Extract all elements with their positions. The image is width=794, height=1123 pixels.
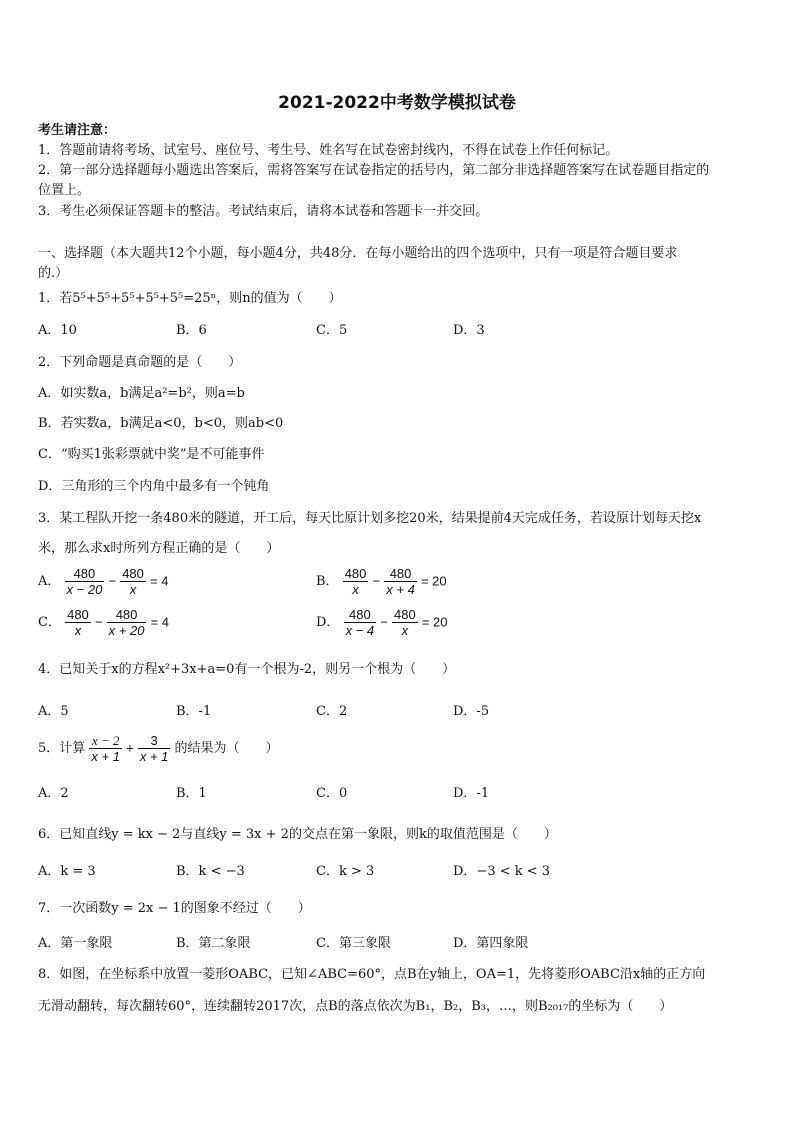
q3-a-label: A． xyxy=(38,574,61,589)
q3-a-num2: 480 xyxy=(122,566,144,581)
q5-pre: 5．计算 xyxy=(38,741,86,756)
q5-den2: x + 1 xyxy=(139,749,169,764)
q3-b-rhs: = 20 xyxy=(420,573,447,589)
q2-stem: 2．下列命题是真命题的是（ ） xyxy=(38,355,242,370)
q4-option-c: C．2 xyxy=(316,704,348,719)
q4-stem: 4．已知关于x的方程x²+3x+a=0有一个根为-2，则另一个根为（ ） xyxy=(38,662,456,677)
q3-option-b xyxy=(316,566,447,597)
q3-a-rhs: = 4 xyxy=(150,573,169,589)
q5-option-a: A．2 xyxy=(38,786,69,801)
q4-option-b: B．-1 xyxy=(176,704,212,719)
notice-heading: 考生请注意： xyxy=(38,123,117,138)
q3-b-label: B． xyxy=(316,574,339,589)
q3-option-d xyxy=(316,607,448,638)
q7-option-b: B．第二象限 xyxy=(176,936,251,951)
q3-d-den2: x xyxy=(401,623,409,638)
q5-op: + xyxy=(126,740,134,756)
q2-option-b: B．若实数a，b满足a<0，b<0，则ab<0 xyxy=(38,416,284,431)
q3-b-den1: x xyxy=(352,582,359,597)
q1-option-b: B．6 xyxy=(176,323,207,338)
q5-num2: 3 xyxy=(138,733,171,749)
q3-c-label: C． xyxy=(38,615,61,630)
q1-option-c: C．5 xyxy=(316,323,348,338)
q5-option-b: B．1 xyxy=(176,786,207,801)
q3-b-num2: 480 xyxy=(384,566,417,582)
q3-c-frac1 xyxy=(65,607,91,638)
q3-d-frac1 xyxy=(344,607,377,638)
q7-option-d: D．第四象限 xyxy=(453,936,529,951)
q3-c-den1: x xyxy=(74,623,82,638)
q2-option-a: A．如实数a，b满足a²=b²，则a=b xyxy=(38,386,245,401)
q3-c-den2: x + 20 xyxy=(108,623,145,638)
q3-option-a xyxy=(38,566,168,597)
q3-a-frac1 xyxy=(65,566,105,597)
q8-stem-line2: 无滑动翻转，每次翻转60°，连续翻转2017次，点B的落点依次为B₁，B₂，B₃，…，则B₂₀₁₇的坐标为（ ） xyxy=(38,999,673,1014)
q5-stem xyxy=(38,733,279,764)
page-title: 2021-2022中考数学模拟试卷 xyxy=(278,93,516,113)
q5-option-c: C．0 xyxy=(316,786,348,801)
section-heading: 一、选择题（本大题共12个小题，每小题4分，共48分．在每小题给出的四个选项中，只有一项是符合题目要求 xyxy=(38,246,678,261)
notice-item-1: 1．答题前请将考场、试室号、座位号、考生号、姓名写在试卷密封线内，不得在试卷上作任何标记。 xyxy=(38,143,619,158)
q3-c-op: − xyxy=(94,614,103,630)
q1-option-d: D．3 xyxy=(453,323,485,338)
q6-option-a: A．k = 3 xyxy=(38,864,96,879)
q3-b-num1: 480 xyxy=(344,566,367,581)
q3-a-num1: 480 xyxy=(65,566,105,582)
q3-d-num1: 480 xyxy=(344,607,377,623)
q4-option-a: A．5 xyxy=(38,704,69,719)
q3-b-op: − xyxy=(372,573,381,589)
q3-b-frac1 xyxy=(343,566,369,597)
q2-option-d: D．三角形的三个内角中最多有一个钝角 xyxy=(38,479,270,494)
q7-option-c: C．第三象限 xyxy=(316,936,391,951)
section-heading-cont: 的.） xyxy=(38,266,69,281)
q3-c-num2: 480 xyxy=(107,607,147,623)
q6-option-b: B．k < −3 xyxy=(176,864,245,879)
q3-d-rhs: = 20 xyxy=(421,614,448,630)
q5-den1: x + 1 xyxy=(91,749,120,764)
q5-post: 的结果为（ ） xyxy=(174,741,279,756)
q5-option-d: D．-1 xyxy=(453,786,490,801)
q7-option-a: A．第一象限 xyxy=(38,936,113,951)
q3-a-den2: x xyxy=(129,582,137,597)
q5-num1: x − 2 xyxy=(89,733,122,749)
q3-c-frac2 xyxy=(107,607,147,638)
q3-b-frac2 xyxy=(384,566,417,597)
q3-d-label: D． xyxy=(316,615,340,630)
q2-option-c: C．“购买1张彩票就中奖”是不可能事件 xyxy=(38,447,265,462)
q7-stem: 7．一次函数y = 2x − 1的图象不经过（ ） xyxy=(38,901,311,916)
q1-stem: 1．若5⁵+5⁵+5⁵+5⁵+5⁵=25ⁿ，则n的值为（ ） xyxy=(38,291,342,306)
q6-option-c: C．k > 3 xyxy=(316,864,375,879)
q3-b-den2: x + 4 xyxy=(386,582,415,597)
q5-frac2 xyxy=(138,733,171,764)
q3-a-den1: x − 20 xyxy=(66,582,103,597)
q5-frac1 xyxy=(89,733,122,764)
notice-item-2-cont: 位置上。 xyxy=(38,183,91,198)
q3-stem-line2: 米，那么求x时所列方程正确的是（ ） xyxy=(38,541,280,556)
q6-stem: 6．已知直线y = kx − 2与直线y = 3x + 2的交点在第一象限，则k的取值范围是（ ） xyxy=(38,827,557,842)
q3-c-rhs: = 4 xyxy=(150,614,170,630)
q3-d-num2: 480 xyxy=(394,607,416,622)
q4-option-d: D．-5 xyxy=(453,704,490,719)
q3-d-op: − xyxy=(380,614,388,630)
notice-item-3: 3．考生必须保证答题卡的整洁。考试结束后，请将本试卷和答题卡一并交回。 xyxy=(38,204,489,219)
q8-stem-line1: 8．如图，在坐标系中放置一菱形OABC，已知∠ABC=60°，点B在y轴上，OA=1，先将菱形OABC沿x轴的正方向 xyxy=(38,967,706,982)
q3-stem-line1: 3．某工程队开挖一条480米的隧道，开工后，每天比原计划多挖20米，结果提前4天完成任务，若设原计划每天挖x xyxy=(38,511,702,526)
q3-c-num1: 480 xyxy=(67,607,89,622)
q3-option-c xyxy=(38,607,169,638)
q1-option-a: A．10 xyxy=(38,323,77,338)
q3-a-frac2 xyxy=(120,566,146,597)
q6-option-d: D．−3 < k < 3 xyxy=(453,864,551,879)
notice-item-2: 2．第一部分选择题每小题选出答案后，需将答案写在试卷指定的括号内，第二部分非选择题答案写在试卷题目指定的 xyxy=(38,163,710,178)
q3-d-den1: x − 4 xyxy=(345,623,375,638)
q3-d-frac2 xyxy=(392,607,418,638)
q3-a-op: − xyxy=(108,573,117,589)
